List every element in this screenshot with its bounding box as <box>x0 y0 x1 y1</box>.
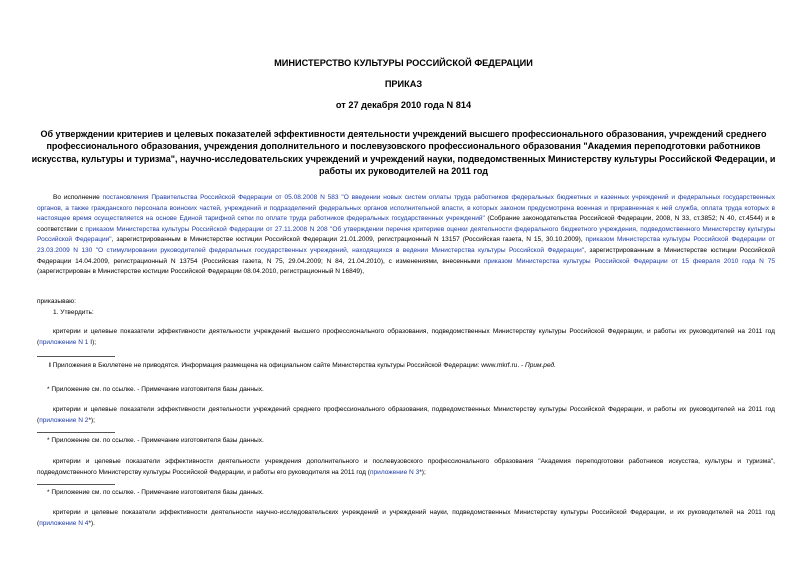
link-order-75[interactable]: приказом Министерства культуры Российской Федерации от 15 февраля 2010 года N 75 <box>483 257 775 265</box>
link-order-208[interactable]: приказом Министерства культуры Российской Федерации от 27.11.2008 N 208 "Об утверждении перечня критериев оценки деятельности федерального бюджетного учреждения, подведомственного Министерству культуры Российской Федерации" <box>37 225 775 244</box>
document-type: ПРИКАЗ <box>384 79 423 89</box>
criteria-3-text: критерии и целевые показатели эффективности деятельности учреждения дополнительного и послевузовского профессионального образования "Академия переподготовки работников искусства, культуры и туризма", подведомственного Министерству культуры Российской Федерации, и работы его руководителя на 2011 год ( <box>37 458 775 476</box>
link-appendix-2[interactable]: приложение N 2 <box>39 416 89 424</box>
footnote-1 <box>49 361 556 371</box>
footnote-1-text: Приложения в Бюллетене не приводятся. Информация размещена на официальном сайте Министерства культуры Российской Федерации: www.mkrf.ru. - <box>50 362 525 369</box>
footnote-1-mark: I <box>49 362 51 369</box>
link-government-decree-583[interactable]: постановления Правительства Российской Федерации от 05.08.2008 N 583 "О введении новых систем оплаты труда работников федеральных бюджетных и казенных учреждений и федеральных государственных органов, а также гражданского персонала воинских частей, учреждений и подразделений федеральных органов исполнительной власти, в которых законом предусмотрена военная и приравненная к ней служба, оплата труда которых в настоящее время осуществляется на основе Единой тарифной сетки по оплате труда работников федеральных государственных учреждений" <box>37 194 776 223</box>
document-title: Об утверждении критериев и целевых показателей эффективности деятельности учреждений высшего профессионального образования, учреждений среднего профессионального образования, учреждения дополнительного и послевузовского профессионального образования "Академия переподготовки работников искусства, культуры и туризма", научно-исследовательских учреждений и учреждений науки, подведомственных Министерству культуры Российской Федерации, и работы их руководителей на 2011 год <box>31 129 776 177</box>
item-1-heading: 1. Утвердить: <box>53 309 94 316</box>
criteria-3-end: *); <box>419 468 426 476</box>
link-appendix-3[interactable]: приложение N 3 <box>369 468 420 476</box>
database-note: * Приложение см. по ссылке. - Примечание изготовителя базы данных. <box>47 489 264 496</box>
criteria-2-paragraph <box>37 405 775 426</box>
database-note: * Приложение см. по ссылке. - Примечание изготовителя базы данных. <box>47 386 264 393</box>
preamble-text-4: , зарегистрированным в Министерстве юстиции Российской Федерации 14.04.2009, регистрационный N 13754 (Российская газета, N 75, 29.04.2009; N 84, 21.04.2010), с изменениями, внесенными <box>37 246 776 265</box>
database-note: * Приложение см. по ссылке. - Примечание изготовителя базы данных. <box>47 437 264 444</box>
footnote-separator <box>37 484 115 485</box>
preamble-text-5: (зарегистрирован в Министерстве юстиции Российской Федерации 08.04.2010, регистрационный N 16849), <box>37 268 365 276</box>
footnote-separator <box>37 432 115 433</box>
criteria-2-end: *); <box>88 416 95 424</box>
link-appendix-1[interactable]: приложение N 1 <box>39 338 89 346</box>
footnote-separator <box>37 356 115 357</box>
criteria-4-end: *). <box>88 519 95 527</box>
preamble-text-3: , зарегистрированным в Министерстве юстиции Российской Федерации 21.01.2009, регистрационный N 13157 (Российская газета, N 15, 30.10.2009), <box>111 236 586 244</box>
preamble-text-2: (Собрание законодательства Российской Федерации, 2008, N 33, ст.3852; N 40, ст.4544) и в соответствии с <box>37 215 776 233</box>
order-word: приказываю: <box>37 298 76 305</box>
criteria-3-paragraph <box>37 457 775 478</box>
criteria-2-text: критерии и целевые показатели эффективности деятельности учреждений среднего профессионального образования, подведомственных Министерству культуры Российской Федерации, и работы их руководителей на 2011 год ( <box>37 406 775 424</box>
criteria-1-text: критерии и целевые показатели эффективности деятельности учреждений высшего профессионального образования, подведомственных Министерству культуры Российской Федерации, и работы их руководителей на 2011 год ( <box>37 328 775 346</box>
criteria-4-text: критерии и целевые показатели эффективности деятельности научно-исследовательских учреждений и учреждений науки, подведомственных Министерству культуры Российской Федерации, и их руководителей на 2011 год ( <box>37 509 775 527</box>
criteria-1-paragraph <box>37 327 775 348</box>
link-order-130[interactable]: приказом Министерства культуры Российской Федерации от 23.03.2009 N 130 "О стимулировании руководителей федеральных государственных учреждений, находящихся в ведении Министерства культуры Российской Федерации" <box>37 236 776 254</box>
footnote-1-editor-note: Прим.ред. <box>524 362 556 369</box>
criteria-1-end: ); <box>92 338 97 346</box>
document-date-number: от 27 декабря 2010 года N 814 <box>335 100 472 110</box>
footnote-mark: I <box>90 338 93 346</box>
preamble-paragraph <box>37 193 775 278</box>
criteria-4-paragraph <box>37 508 775 529</box>
ministry-heading: МИНИСТЕРСТВО КУЛЬТУРЫ РОССИЙСКОЙ ФЕДЕРАЦИИ <box>274 58 533 68</box>
link-appendix-4[interactable]: приложение N 4 <box>39 519 89 527</box>
preamble-text-1: Во исполнение <box>53 194 103 201</box>
